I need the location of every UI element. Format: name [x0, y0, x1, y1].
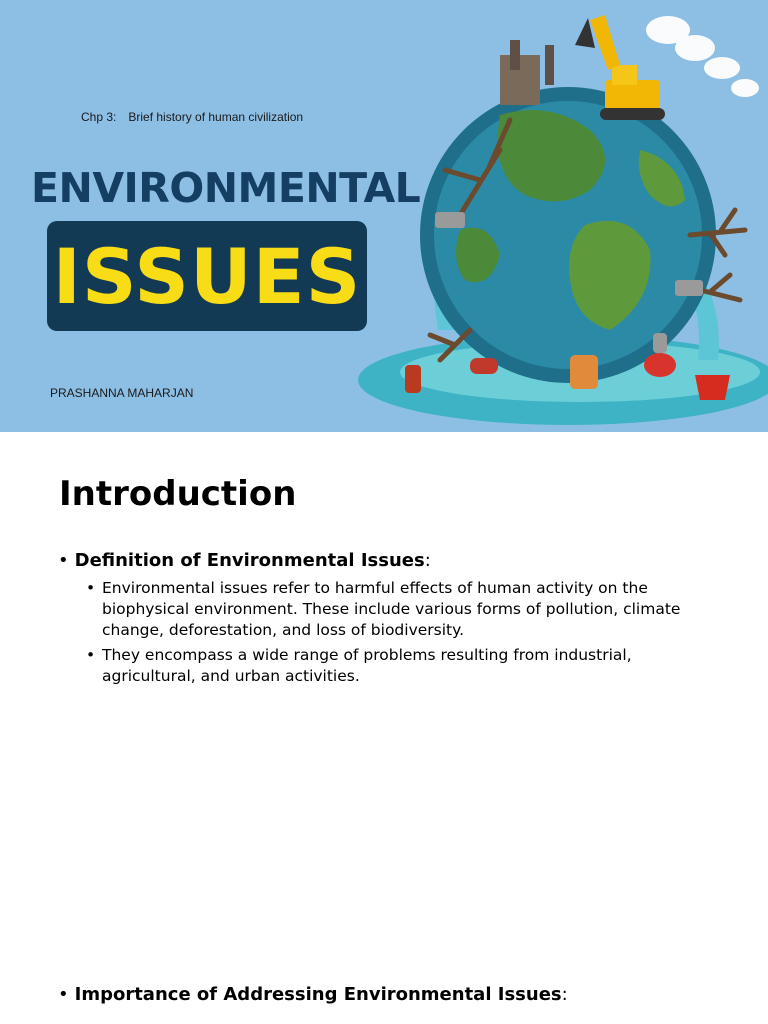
- bullet-suffix: :: [561, 984, 568, 1005]
- bullet-definition: [58, 550, 431, 571]
- chapter-title: Brief history of human civilization: [128, 110, 304, 124]
- smoke-cloud-icon: [646, 16, 759, 97]
- bullet-icon: •: [58, 984, 69, 1005]
- bullet-icon: •: [86, 579, 96, 597]
- chapter-line: [81, 110, 315, 124]
- list-item: [86, 578, 706, 641]
- heading-environmental: ENVIRONMENTAL: [31, 164, 421, 212]
- polluted-earth-globe-illustration: [350, 0, 768, 432]
- heading-issues: ISSUES: [52, 231, 362, 321]
- bullet-heading: Importance of Addressing Environmental Issues: [74, 984, 562, 1005]
- list-item-text: Environmental issues refer to harmful effects of human activity on the biophysical environment. These include various forms of pollution, climate change, deforestation, and loss of biodiversity.: [102, 579, 681, 639]
- list-item: [86, 645, 706, 687]
- slide-title: Introduction: [59, 474, 297, 514]
- definition-sub-list: [86, 578, 706, 691]
- bullet-icon: •: [86, 646, 96, 664]
- bullet-suffix: :: [424, 550, 431, 571]
- title-slide: [0, 0, 768, 432]
- author-name: PRASHANNA MAHARJAN: [50, 386, 194, 400]
- bullet-importance: [58, 984, 568, 1005]
- bullet-icon: •: [58, 550, 69, 571]
- list-item-text: They encompass a wide range of problems resulting from industrial, agricultural, and urban activities.: [102, 646, 632, 685]
- chapter-label: Chp 3:: [81, 110, 117, 124]
- bullet-heading: Definition of Environmental Issues: [74, 550, 425, 571]
- issues-banner: [47, 221, 367, 331]
